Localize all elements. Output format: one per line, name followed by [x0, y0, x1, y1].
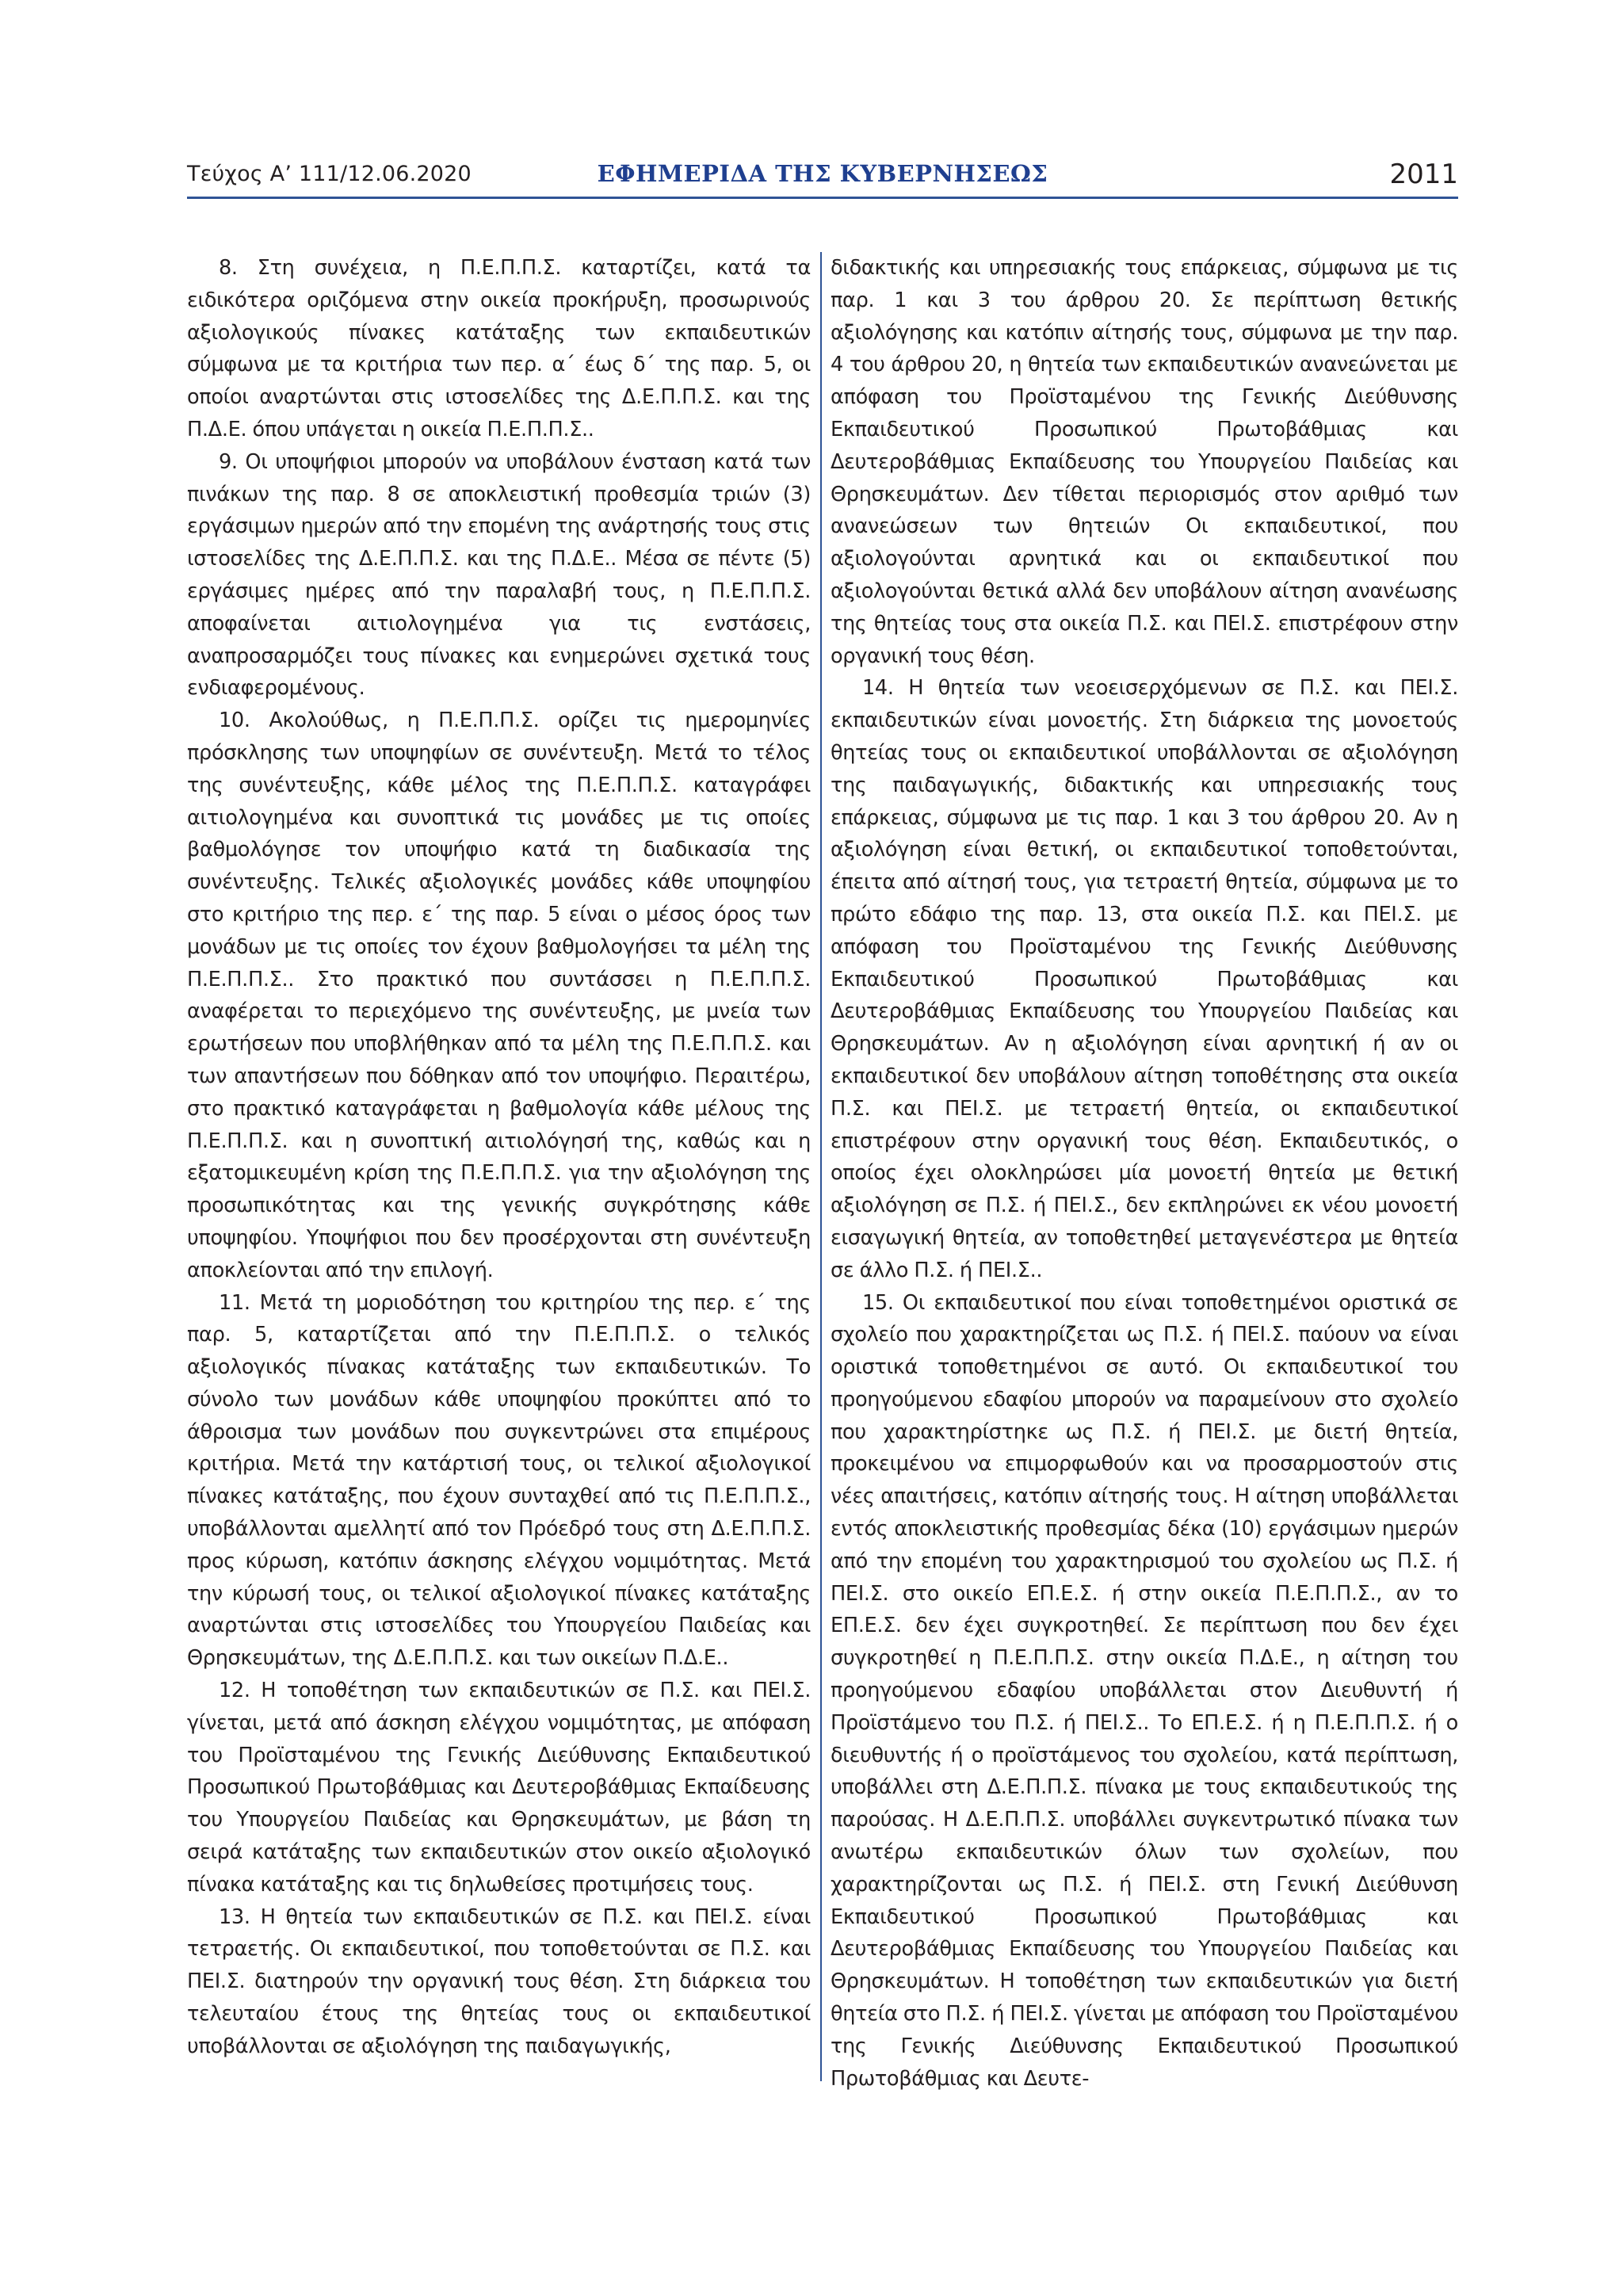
paragraph-15: 15. Οι εκπαιδευτικοί που είναι τοποθετημένοι οριστικά σε σχολείο που χαρακτηρίζεται ως Π.Σ. ή ΠΕΙ.Σ. παύουν να είναι οριστικά τοποθετημένοι σε αυτό. Οι εκπαιδευτικοί του προηγούμενου εδαφίου μπορούν να παραμείνουν στο σχολείο που χαρακτηρίστηκε ως Π.Σ. ή ΠΕΙ.Σ. με διετή θητεία, προκειμένου να επιμορφωθούν και να προσαρμοστούν στις νέες απαιτήσεις, κατόπιν αίτησής τους. Η αίτηση υποβάλλεται εντός αποκλειστικής προθεσμίας δέκα (10) εργάσιμων ημερών από την επομένη του χαρακτηρισμού του σχολείου ως Π.Σ. ή ΠΕΙ.Σ. στο οικείο ΕΠ.Ε.Σ. ή στην οικεία Π.Ε.Π.Π.Σ., αν το ΕΠ.Ε.Σ. δεν έχει συγκροτηθεί. Σε περίπτωση που δεν έχει συγκροτηθεί η Π.Ε.Π.Π.Σ. στην οικεία Π.Δ.Ε., η αίτηση του προηγούμενου εδαφίου υποβάλλεται στον Διευθυντή ή Προϊστάμενο του Π.Σ. ή ΠΕΙ.Σ.. Το ΕΠ.Ε.Σ. ή η Π.Ε.Π.Π.Σ. ή ο διευθυντής ή ο προϊστάμενος του σχολείου, κατά περίπτωση, υποβάλλει στη Δ.Ε.Π.Π.Σ. πίνακα με τους εκπαιδευτικούς της παρούσας. Η Δ.Ε.Π.Π.Σ. υποβάλλει συγκεντρωτικό πίνακα των ανωτέρω εκπαιδευτικών όλων των σχολείων, που χαρακτηρίζονται ως Π.Σ. ή ΠΕΙ.Σ. στη Γενική Διεύθυνση Εκπαιδευτικού Προσωπικού Πρωτοβάθμιας και Δευτεροβάθμιας Εκπαίδευσης του Υπουργείου Παιδείας και Θρησκευμάτων. Η τοποθέτηση των εκπαιδευτικών για διετή θητεία στο Π.Σ. ή ΠΕΙ.Σ. γίνεται με απόφαση του Προϊσταμένου της Γενικής Διεύθυνσης Εκπαιδευτικού Προσωπικού Πρωτοβάθμιας και Δευτε- — [831, 1290, 1458, 2091]
page-number: 2011 — [1389, 159, 1458, 190]
right-column — [831, 252, 1458, 2095]
paragraph-10: 10. Ακολούθως, η Π.Ε.Π.Π.Σ. ορίζει τις ημερομηνίες πρόσκλησης των υποψηφίων σε συνέντευξη. Μετά το τέλος της συνέντευξης, κάθε μέλος της Π.Ε.Π.Π.Σ. καταγράφει αιτιολογημένα και συνοπτικά τις μονάδες με τις οποίες βαθμολόγησε τον υποψήφιο κατά τη διαδικασία της συνέντευξης. Τελικές αξιολογικές μονάδες κάθε υποψηφίου στο κριτήριο της περ. ε΄ της παρ. 5 είναι ο μέσος όρος των μονάδων με τις οποίες τον έχουν βαθμολογήσει τα μέλη της Π.Ε.Π.Π.Σ.. Στο πρακτικό που συντάσσει η Π.Ε.Π.Π.Σ. αναφέρεται το περιεχόμενο της συνέντευξης, με μνεία των ερωτήσεων που υποβλήθηκαν από τα μέλη της Π.Ε.Π.Π.Σ. και των απαντήσεων που δόθηκαν από τον υποψήφιο. Περαιτέρω, στο πρακτικό καταγράφεται η βαθμολογία κάθε μέλους της Π.Ε.Π.Π.Σ. και η συνοπτική αιτιολόγησή της, καθώς και η εξατομικευμένη κρίση της Π.Ε.Π.Π.Σ. για την αξιολόγηση της προσωπικότητας και της γενικής συγκρότησης κάθε υποψηφίου. Υποψήφιοι που δεν προσέρχονται στη συνέντευξη αποκλείονται από την επιλογή. — [187, 709, 811, 1282]
paragraph-14: 14. Η θητεία των νεοεισερχόμενων σε Π.Σ. και ΠΕΙ.Σ. εκπαιδευτικών είναι μονοετής. Στη διάρκεια της μονοετούς θητείας τους οι εκπαιδευτικοί υποβάλλονται σε αξιολόγηση της παιδαγωγικής, διδακτικής και υπηρεσιακής τους επάρκειας, σύμφωνα με τις παρ. 1 και 3 του άρθρου 20. Αν η αξιολόγηση είναι θετική, οι εκπαιδευτικοί τοποθετούνται, έπειτα από αίτησή τους, για τετραετή θητεία, σύμφωνα με το πρώτο εδάφιο της παρ. 13, στα οικεία Π.Σ. και ΠΕΙ.Σ. με απόφαση του Προϊσταμένου της Γενικής Διεύθυνσης Εκπαιδευτικού Προσωπικού Πρωτοβάθμιας και Δευτεροβάθμιας Εκπαίδευσης του Υπουργείου Παιδείας και Θρησκευμάτων. Αν η αξιολόγηση είναι αρνητική ή αν οι εκπαιδευτικοί δεν υποβάλουν αίτηση τοποθέτησης στα οικεία Π.Σ. και ΠΕΙ.Σ. με τετραετή θητεία, οι εκπαιδευτικοί επιστρέφουν στην οργανική τους θέση. Εκπαιδευτικός, ο οποίος έχει ολοκληρώσει μία μονοετή θητεία με θετική αξιολόγηση σε Π.Σ. ή ΠΕΙ.Σ., δεν εκπληρώνει εκ νέου μονοετή εισαγωγική θητεία, αν τοποθετηθεί μεταγενέστερα με θητεία σε άλλο Π.Σ. ή ΠΕΙ.Σ.. — [831, 676, 1458, 1282]
paragraph-8: 8. Στη συνέχεια, η Π.Ε.Π.Π.Σ. καταρτίζει, κατά τα ειδικότερα οριζόμενα στην οικεία προκήρυξη, προσωρινούς αξιολογικούς πίνακες κατάταξης των εκπαιδευτικών σύμφωνα με τα κριτήρια των περ. α΄ έως δ΄ της παρ. 5, οι οποίοι αναρτώνται στις ιστοσελίδες της Δ.Ε.Π.Π.Σ. και της Π.Δ.Ε. όπου υπάγεται η οικεία Π.Ε.Π.Π.Σ.. — [187, 256, 811, 441]
issue-label: Τεύχος Α’ 111/12.06.2020 — [187, 162, 472, 186]
page-header — [187, 155, 1458, 199]
paragraph-13-continued: διδακτικής και υπηρεσιακής τους επάρκειας, σύμφωνα με τις παρ. 1 και 3 του άρθρου 20. Σε περίπτωση θετικής αξιολόγησης και κατόπιν αίτησής τους, σύμφωνα με την παρ. 4 του άρθρου 20, η θητεία των εκπαιδευτικών ανανεώνεται με απόφαση του Προϊσταμένου της Γενικής Διεύθυνσης Εκπαιδευτικού Προσωπικού Πρωτοβάθμιας και Δευτεροβάθμιας Εκπαίδευσης του Υπουργείου Παιδείας και Θρησκευμάτων. Δεν τίθεται περιορισμός στον αριθμό των ανανεώσεων των θητειών Οι εκπαιδευτικοί, που αξιολογούνται αρνητικά και οι εκπαιδευτικοί που αξιολογούνται θετικά αλλά δεν υποβάλουν αίτηση ανανέωσης της θητείας τους στα οικεία Π.Σ. και ΠΕΙ.Σ. επιστρέφουν στην οργανική τους θέση. — [831, 256, 1458, 668]
paragraph-9: 9. Οι υποψήφιοι μπορούν να υποβάλουν ένσταση κατά των πινάκων της παρ. 8 σε αποκλειστική προθεσμία τριών (3) εργάσιμων ημερών από την επομένη της ανάρτησής τους στις ιστοσελίδες της Δ.Ε.Π.Π.Σ. και της Π.Δ.Ε.. Μέσα σε πέντε (5) εργάσιμες ημέρες από την παραλαβή τους, η Π.Ε.Π.Π.Σ. αποφαίνεται αιτιολογημένα για τις ενστάσεις, αναπροσαρμόζει τους πίνακες και ενημερώνει σχετικά τους ενδιαφερομένους. — [187, 449, 811, 701]
left-column — [187, 252, 811, 2063]
column-divider — [820, 252, 822, 2081]
paragraph-11: 11. Μετά τη μοριοδότηση του κριτηρίου της περ. ε΄ της παρ. 5, καταρτίζεται από την Π.Ε.Π.Π.Σ. ο τελικός αξιολογικός πίνακας κατάταξης των εκπαιδευτικών. Το σύνολο των μονάδων κάθε υποψηφίου προκύπτει από το άθροισμα των μονάδων που συγκεντρώνει στα επιμέρους κριτήρια. Μετά την κατάρτισή τους, οι τελικοί αξιολογικοί πίνακες κατάταξης, που έχουν συνταχθεί από τις Π.Ε.Π.Π.Σ., υποβάλλονται αμελλητί από τον Πρόεδρό τους στη Δ.Ε.Π.Π.Σ. προς κύρωση, κατόπιν άσκησης ελέγχου νομιμότητας. Μετά την κύρωσή τους, οι τελικοί αξιολογικοί πίνακες κατάταξης αναρτώνται στις ιστοσελίδες του Υπουργείου Παιδείας και Θρησκευμάτων, της Δ.Ε.Π.Π.Σ. και των οικείων Π.Δ.Ε.. — [187, 1290, 811, 1671]
paragraph-13: 13. Η θητεία των εκπαιδευτικών σε Π.Σ. και ΠΕΙ.Σ. είναι τετραετής. Οι εκπαιδευτικοί, που τοποθετούνται σε Π.Σ. και ΠΕΙ.Σ. διατηρούν την οργανική τους θέση. Στη διάρκεια του τελευταίου έτους της θητείας τους οι εκπαιδευτικοί υποβάλλονται σε αξιολόγηση της παιδαγωγικής, — [187, 1904, 811, 2058]
gazette-title: ΕΦΗΜΕΡΙΔΑ ΤΗΣ ΚΥΒΕΡΝΗΣΕΩΣ — [597, 160, 1048, 187]
paragraph-12: 12. Η τοποθέτηση των εκπαιδευτικών σε Π.Σ. και ΠΕΙ.Σ. γίνεται, μετά από άσκηση ελέγχου νομιμότητας, με απόφαση του Προϊσταμένου της Γενικής Διεύθυνσης Εκπαιδευτικού Προσωπικού Πρωτοβάθμιας και Δευτεροβάθμιας Εκπαίδευσης του Υπουργείου Παιδείας και Θρησκευμάτων, με βάση τη σειρά κατάταξης των εκπαιδευτικών στον οικείο αξιολογικό πίνακα κατάταξης και τις δηλωθείσες προτιμήσεις τους. — [187, 1679, 811, 1897]
